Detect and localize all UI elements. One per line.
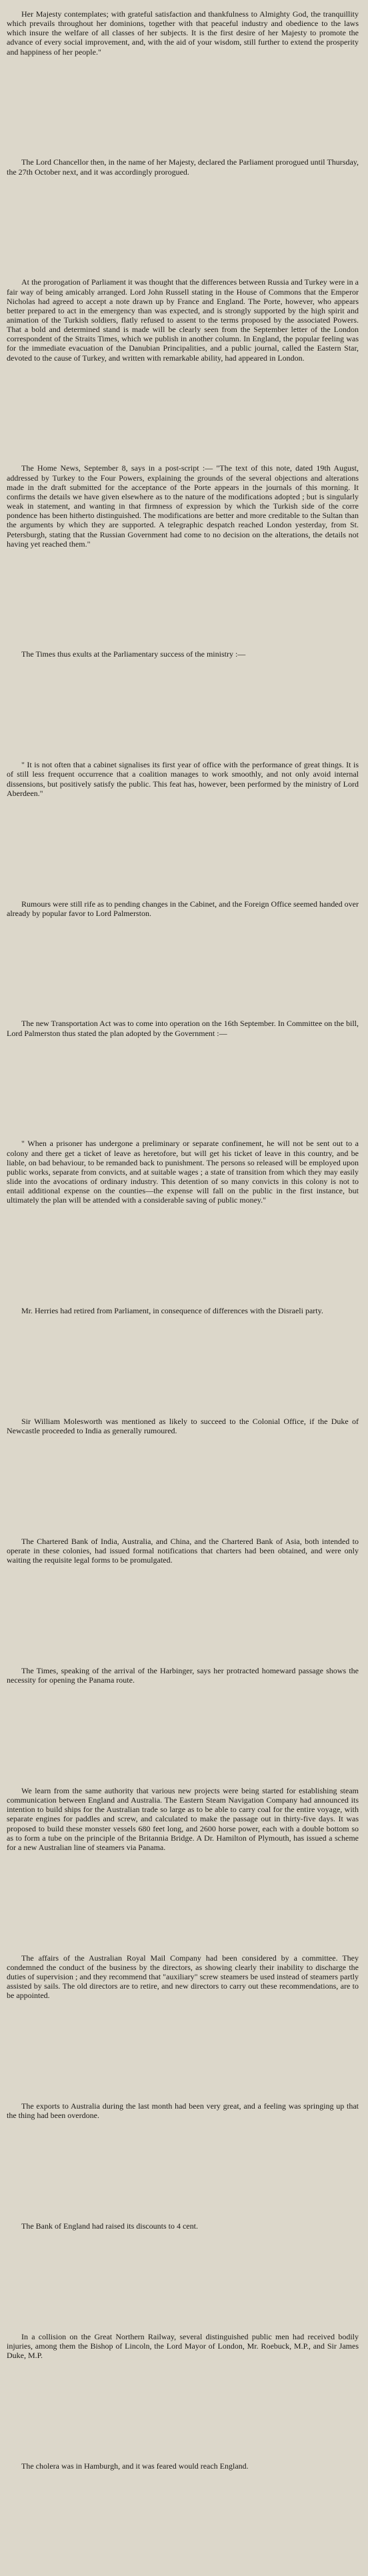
- article-paragraph: The Chartered Bank of India, Australia, and China, and the Chartered Bank of Asia, both intended to operate in these colonies, had issued formal notifications that charters had been obtained, and were only waiting the requisite legal forms to be promulgated.: [7, 1536, 359, 1565]
- article-paragraph: The Lord Chancellor then, in the name of her Majesty, declared the Parliament prorogued until Thursday, the 27th October next, and it was accordingly prorogued.: [7, 157, 359, 177]
- article-paragraph: The Times thus exults at the Parliamentary success of the ministry :—: [21, 649, 246, 659]
- article-paragraph: The exports to Australia during the last month had been very great, and a feeling was springing up that the thing had been overdone.: [7, 2101, 359, 2121]
- article-column: [7, 9, 359, 2576]
- article-paragraph: The Home News, September 8, says in a post-script :— "The text of this note, dated 19th August, addressed by Turkey to the Four Powers, explaining the grounds of the several objections and alterations made in the draft submitted for the acceptance of the Porte appears in the journals of this morning. It confirms the details we have given elsewhere as to the nature of the modifications adopted ; but is singularly weak in statement, and wanting in that firmness of expression by which the Turkish side of the corre pondence has been hitherto distinguished. The modifications are better and more creditable to the Sultan than the arguments by which they are supported. A telegraphic despatch reached London yesterday, from St. Petersburgh, stating that the Russian Government had come to no decision on the alterations, the details not having yet reached them.": [7, 463, 359, 549]
- article-paragraph: Her Majesty contemplates; with grateful satisfaction and thankfulness to Almighty God, the tranquillity which prevails throughout her dominions, together with that peaceful industry and obedience to the laws which insure the welfare of all classes of her subjects. It is the first desire of her Majesty to promote the advance of every social improvement, and, with the aid of your wisdom, still further to extend the prosperity and happiness of her people.": [7, 9, 359, 57]
- article-paragraph: Mr. Herries had retired from Parliament, in consequence of differences with the Disraeli party.: [21, 1306, 323, 1316]
- article-paragraph: " When a prisoner has undergone a preliminary or separate confinement, he will not be sent out to a colony and there get a ticket of leave as heretofore, but will get his ticket of leave in this country, and be liable, on bad behaviour, to be remanded back to punishment. The persons so released will be employed upon public works, separate from convicts, and at suitable wages ; a state of transition from which they may easily slide into the avocations of ordinary industry. This detention of so many convicts in this colony is not to entail additional expense on the counties—the expense will fall on the public in the first instance, but ultimately the plan will be attended with a considerable saving of public money.": [7, 1139, 359, 1205]
- article-paragraph: The new Transportation Act was to come into operation on the 16th September. In Committee on the bill, Lord Palmerston thus stated the plan adopted by the Government :—: [7, 1019, 359, 1038]
- article-paragraph: Rumours were still rife as to pending changes in the Cabinet, and the Foreign Office seemed handed over already by popular favor to Lord Palmerston.: [7, 899, 359, 918]
- column-bottom-spacer: [7, 2572, 359, 2576]
- article-paragraph: The Times, speaking of the arrival of the Harbinger, says her protracted homeward passage shows the necessity for opening the Panama route.: [7, 1666, 359, 1685]
- article-paragraph: The affairs of the Australian Royal Mail Company had been considered by a committee. They condemned the conduct of the business by the directors, as showing clearly their inability to discharge the duties of supervision ; and they recommend that "auxiliary" screw steamers be used instead of steamers partly assisted by sails. The old directors are to retire, and new directors to carry out these recommendations, are to be appointed.: [7, 1953, 359, 2001]
- article-paragraph: In a collision on the Great Northern Railway, several distinguished public men had received bodily injuries, among them the Bishop of Lincoln, the Lord Mayor of London, Mr. Roebuck, M.P., and Sir James Duke, M.P.: [7, 2331, 359, 2361]
- article-paragraph: The Bank of England had raised its discounts to 4 cent.: [21, 2221, 198, 2231]
- article-paragraph: At the prorogation of Parliament it was thought that the differences between Russia and Turkey were in a fair way of being amicably arranged. Lord John Russell stating in the House of Commons that the Emperor Nicholas had agreed to accept a note drawn up by France and England. The Porte, however, who appears better prepared to act in the emergency than was expected, and is strongly supported by the high spirit and animation of the Turkish soldiers, flatly refused to assent to the terms proposed by the associated Powers. That a bold and determined stand is made will be clearly seen from the September letter of the London correspondent of the Straits Times, which we publish in another column. In England, the popular feeling was for the immediate evacuation of the Danubian Principalities, and a public journal, called the Eastern Star, devoted to the cause of Turkey, and written with remarkable ability, had appeared in London.: [7, 277, 359, 363]
- article-paragraph: Sir William Molesworth was mentioned as likely to succeed to the Colonial Office, if the Duke of Newcastle proceeded to India as generally rumoured.: [7, 1416, 359, 1436]
- article-paragraph: The cholera was in Hamburgh, and it was feared would reach England.: [21, 2461, 249, 2471]
- article-paragraph: " It is not often that a cabinet signalises its first year of office with the performance of great things. It is of still less frequent occurrence that a coalition manages to work smoothly, and not only avoid internal dissensions, but positively satisfy the public. This feat has, however, been performed by the ministry of Lord Aberdeen.": [7, 760, 359, 798]
- article-paragraph: We learn from the same authority that various new projects were being started for establishing steam communication between England and Australia. The Eastern Steam Navigation Company had announced its intention to build ships for the Australian trade so large as to be able to carry coal for the entire voyage, with separate engines for paddles and screw, and calculated to make the passage out in thirty-five days. It was proposed to build these monster vessels 680 feet long, and 2600 horse power, each with a double bottom so as to form a tube on the principle of the Britannia Bridge. A Dr. Hamilton of Plymouth, has issued a scheme for a new Australian line of steamers via Panama.: [7, 1785, 359, 1852]
